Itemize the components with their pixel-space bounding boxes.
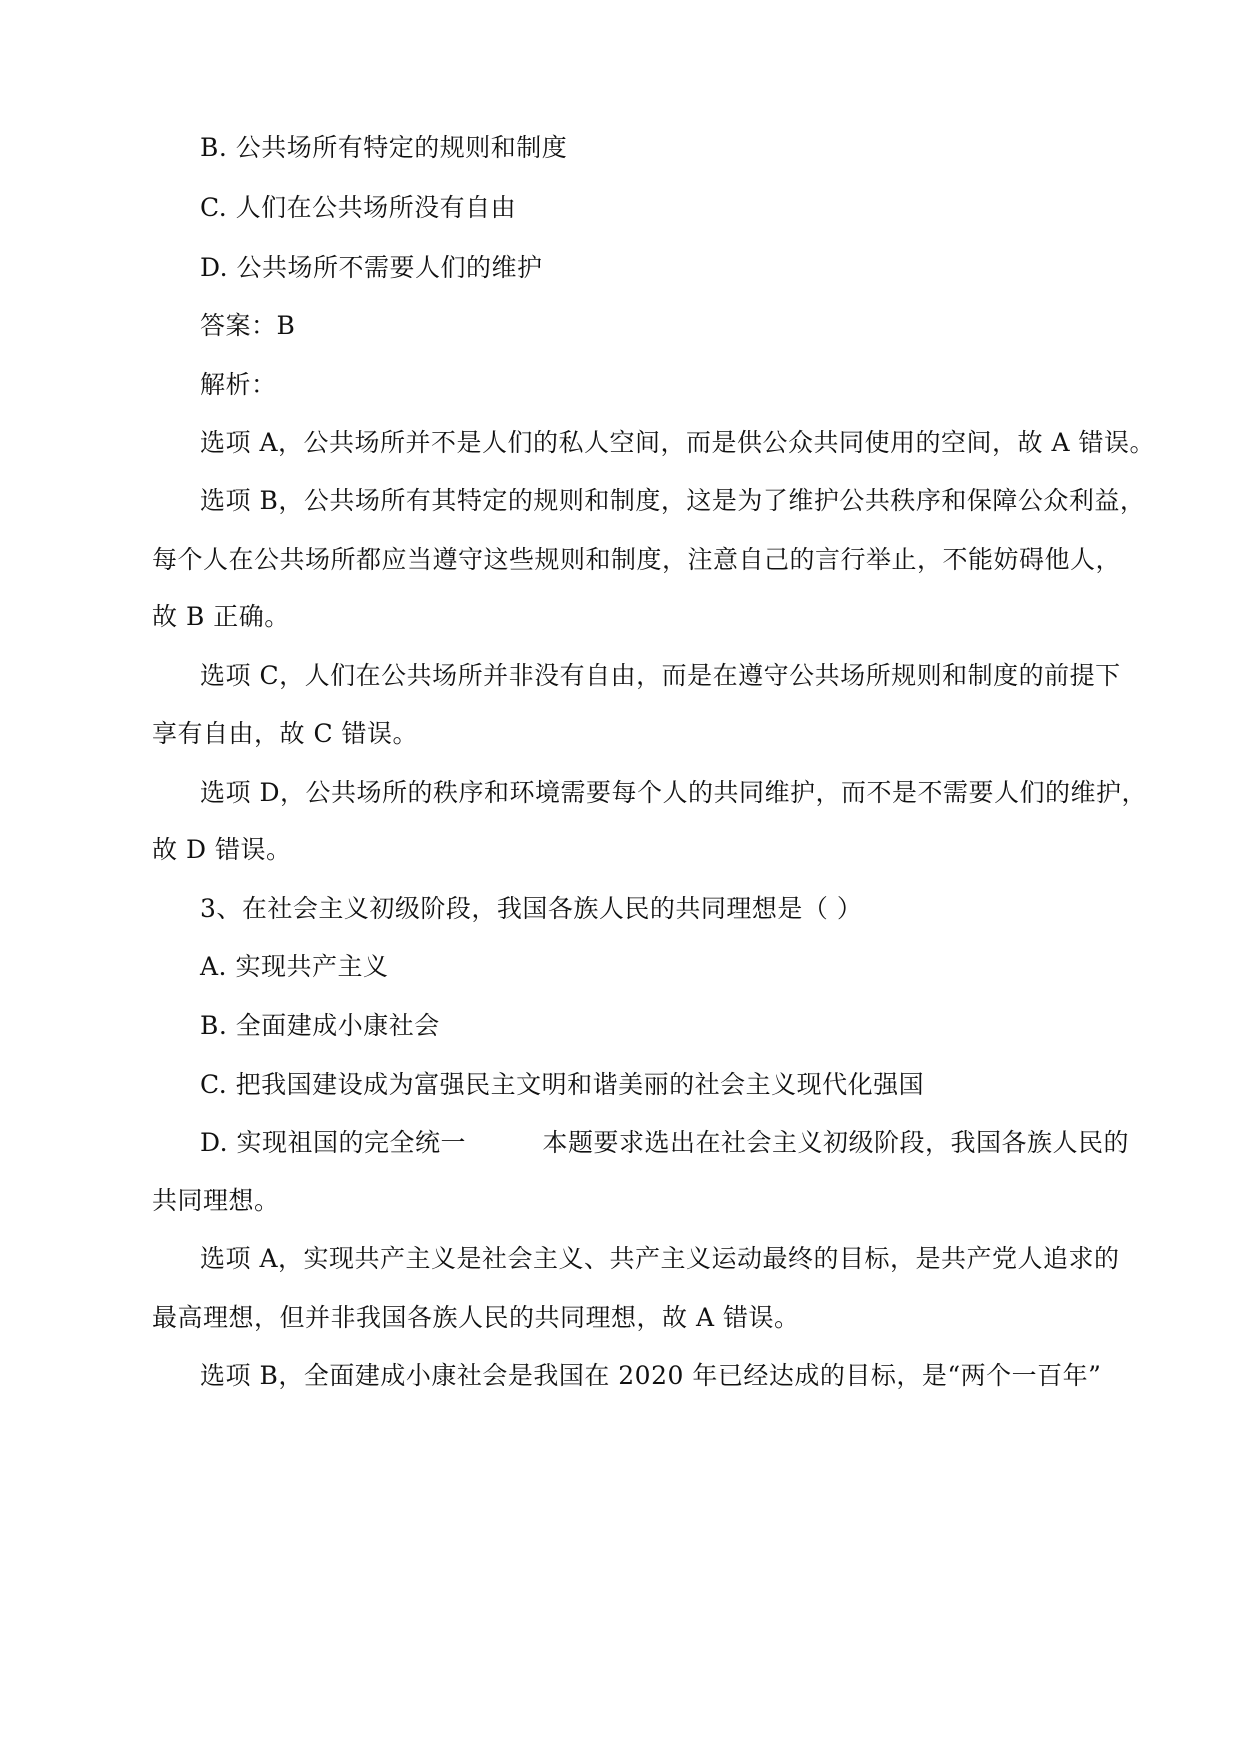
analysis-option-a: 选项 A，公共场所并不是人们的私人空间，而是供公众共同使用的空间，故 A 错误。 — [200, 428, 1155, 457]
answer-line: 答案：B — [200, 311, 296, 340]
question-3-analysis-intro-end: 共同理想。 — [152, 1186, 280, 1215]
question-3-option-a: A. 实现共产主义 — [200, 952, 389, 981]
question-3-analysis-a-conclusion: 最高理想，但并非我国各族人民的共同理想，故 A 错误。 — [152, 1303, 800, 1332]
analysis-option-d: 选项 D，公共场所的秩序和环境需要每个人的共同维护，而不是不需要人们的维护， — [200, 778, 1147, 807]
question-3-option-d: D. 实现祖国的完全统一 本题要求选出在社会主义初级阶段，我国各族人民的 — [200, 1128, 1130, 1157]
analysis-option-c-conclusion: 享有自由，故 C 错误。 — [152, 719, 419, 748]
analysis-heading: 解析： — [200, 370, 277, 399]
question-3-analysis-a: 选项 A，实现共产主义是社会主义、共产主义运动最终的目标，是共产党人追求的 — [200, 1244, 1120, 1273]
question-3-option-c: C. 把我国建设成为富强民主文明和谐美丽的社会主义现代化强国 — [200, 1070, 925, 1099]
analysis-option-b: 选项 B，公共场所有其特定的规则和制度，这是为了维护公共秩序和保障公众利益， — [200, 486, 1146, 515]
analysis-option-b-continued: 每个人在公共场所都应当遵守这些规则和制度，注意自己的言行举止，不能妨碍他人， — [152, 545, 1122, 574]
question-3-analysis-b: 选项 B，全面建成小康社会是我国在 2020 年已经达成的目标，是“两个一百年” — [200, 1361, 1102, 1390]
analysis-option-d-conclusion: 故 D 错误。 — [152, 835, 292, 864]
analysis-option-c: 选项 C，人们在公共场所并非没有自由，而是在遵守公共场所规则和制度的前提下 — [200, 661, 1121, 690]
option-d-line: D. 公共场所不需要人们的维护 — [200, 253, 543, 282]
option-b-line: B. 公共场所有特定的规则和制度 — [200, 133, 568, 162]
analysis-option-b-conclusion: 故 B 正确。 — [152, 602, 290, 631]
option-c-line: C. 人们在公共场所没有自由 — [200, 193, 517, 222]
question-3-text: 3、在社会主义初级阶段，我国各族人民的共同理想是（ ） — [200, 894, 863, 923]
question-3-option-b: B. 全面建成小康社会 — [200, 1011, 440, 1040]
